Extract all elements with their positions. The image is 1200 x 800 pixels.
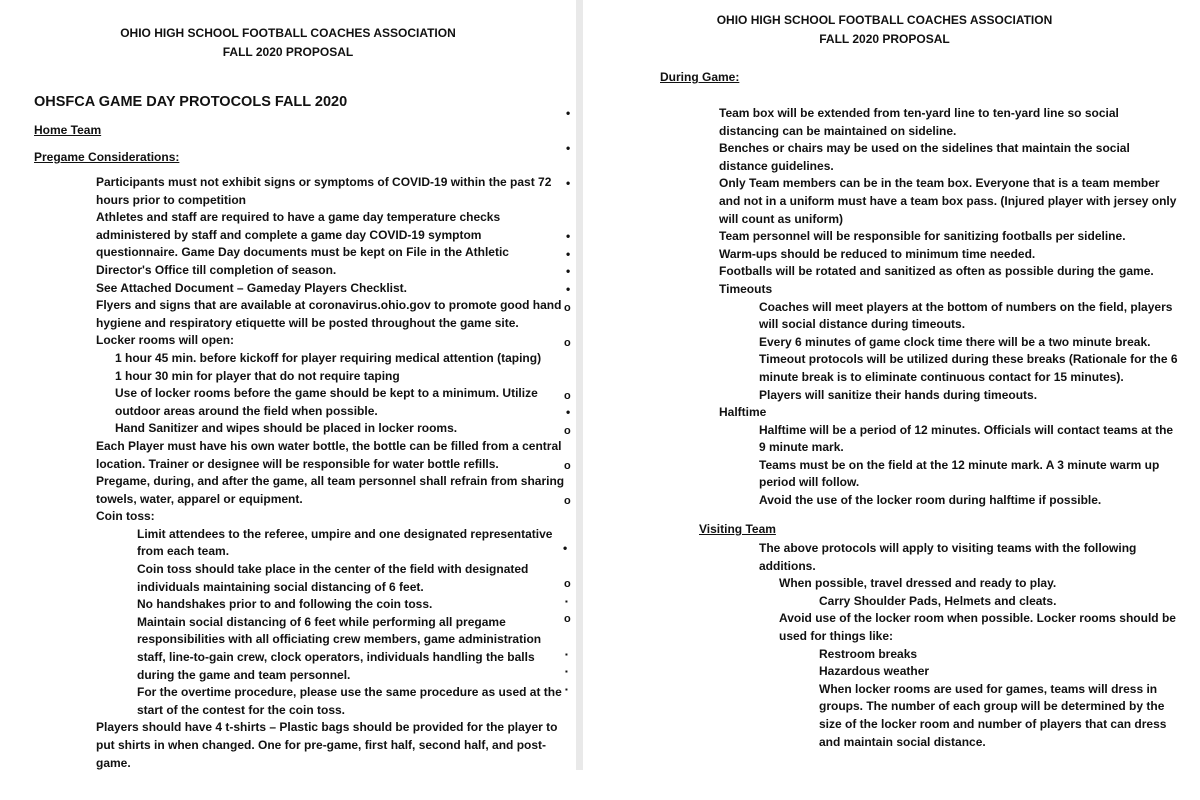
list-item: [0, 684, 562, 719]
list-item: [583, 140, 1179, 175]
bullet-icon: [563, 540, 567, 558]
list-item: [583, 593, 1179, 611]
list-item: [0, 280, 566, 298]
list-item: [583, 681, 1179, 751]
left-header-association: OHIO HIGH SCHOOL FOOTBALL COACHES ASSOCIATION: [120, 26, 456, 40]
square-bullet-icon: [565, 593, 568, 612]
bullet-icon: [566, 228, 570, 246]
visiting-team-list: [583, 540, 1200, 751]
list-item: [0, 174, 566, 209]
list-item: [0, 438, 566, 473]
list-item-text: When possible, travel dressed and ready to play.: [779, 576, 1057, 591]
list-item-text: Benches or chairs may be used on the sidelines that maintain the social distance guidelines.: [719, 141, 1130, 173]
page-divider: [576, 0, 583, 770]
list-item-text: Use of locker rooms before the game should be kept to a minimum. Utilize outdoor areas around the field when possible.: [115, 386, 538, 418]
list-item: [0, 385, 560, 420]
list-item-text: Timeouts: [719, 281, 773, 296]
list-item: [583, 263, 1179, 281]
list-item-text: Warm-ups should be reduced to minimum time needed.: [719, 246, 1036, 261]
list-item: [0, 596, 562, 614]
document-title: OHSFCA GAME DAY PROTOCOLS FALL 2020: [34, 94, 348, 110]
list-item-text: Team box will be extended from ten-yard line to ten-yard line so social distancing can be maintained on sideline.: [719, 106, 1119, 138]
list-item: [0, 209, 566, 279]
list-item: [0, 297, 566, 332]
circle-bullet-icon: [564, 575, 571, 594]
list-item-text: Each Player must have his own water bottle, the bottle can be filled from a central location. Trainer or designee will be responsible for water bottle refills.: [96, 438, 562, 471]
circle-bullet-icon: [564, 299, 571, 318]
list-item: [583, 492, 1179, 510]
list-item: [0, 420, 560, 438]
list-item: [0, 350, 560, 368]
during-game-heading: During Game:: [660, 70, 740, 84]
list-item: [583, 228, 1179, 246]
list-item-text: When locker rooms are used for games, teams will dress in groups. The number of each group will be determined by the size of the locker room and number of players that can dress and maintain social distance.: [819, 681, 1167, 749]
list-item-text: Avoid the use of the locker room during halftime if possible.: [759, 493, 1102, 508]
list-item-text: Players should have 4 t-shirts – Plastic bags should be provided for the player to put shirts in when changed. One for pre-game, first half, second half, and post-game.: [96, 720, 558, 770]
list-item: [583, 105, 1179, 140]
circle-bullet-icon: [564, 457, 571, 476]
list-item: [583, 404, 1179, 422]
bullet-icon: [566, 263, 570, 281]
list-item: [583, 387, 1179, 405]
visiting-team-heading: Visiting Team: [699, 522, 776, 536]
list-item: [0, 526, 562, 561]
list-item-text: Maintain social distancing of 6 feet while performing all pregame responsibilities with all officiating crew members, game administration staff, line-to-gain crew, clock operators, individuals handling the balls during the game and team personnel.: [137, 614, 542, 682]
list-item-text: Only Team members can be in the team box. Everyone that is a team member and not in a uniform must have a team box pass. (Injured player with jersey only will count as uniform): [719, 176, 1177, 226]
list-item: [0, 332, 566, 350]
list-item: [0, 508, 566, 526]
list-item-text: Halftime: [719, 405, 767, 420]
list-item-text: Coin toss should take place in the center of the field with designated individuals maintaining social distancing of 6 feet.: [137, 562, 529, 594]
list-item: [583, 663, 1179, 681]
circle-bullet-icon: [564, 610, 571, 629]
bullet-icon: [566, 175, 570, 193]
circle-bullet-icon: [564, 387, 571, 406]
left-document-page: [0, 0, 576, 800]
right-header-association: OHIO HIGH SCHOOL FOOTBALL COACHES ASSOCIATION: [716, 13, 1053, 27]
list-item: [0, 561, 562, 596]
list-item-text: 1 hour 45 min. before kickoff for player requiring medical attention (taping): [115, 350, 542, 365]
bullet-icon: [566, 246, 570, 264]
list-item-text: Athletes and staff are required to have a game day temperature checks administered by staff and complete a game day COVID-19 symptom questionnaire. Game Day documents must be kept on File in the Athletic Director's Office till completion of season.: [96, 210, 509, 277]
list-item-text: The above protocols will apply to visiting teams with the following additions.: [759, 541, 1137, 573]
right-document-page: [583, 0, 1200, 800]
list-item: [583, 175, 1179, 228]
list-item: [0, 368, 560, 386]
list-item-text: Restroom breaks: [819, 646, 918, 661]
list-item-text: Locker rooms will open:: [96, 333, 235, 348]
pregame-list: [0, 174, 576, 772]
list-item-text: Hazardous weather: [819, 664, 930, 679]
list-item: [583, 281, 1179, 299]
list-item-text: Hand Sanitizer and wipes should be placed in locker rooms.: [115, 421, 458, 436]
list-item-text: Every 6 minutes of game clock time there will be a two minute break. Timeout protocols will be utilized during these breaks (Rationale for the 6 minute break is to eliminate continuous contact for 15 minutes).: [759, 334, 1178, 384]
list-item: [583, 299, 1179, 334]
square-bullet-icon: [565, 646, 568, 665]
list-item-text: Footballs will be rotated and sanitized as often as possible during the game.: [719, 264, 1154, 279]
list-item-text: Coaches will meet players at the bottom of numbers on the field, players will social distance during timeouts.: [759, 299, 1173, 332]
list-item-text: Participants must not exhibit signs or symptoms of COVID-19 within the past 72 hours prior to competition: [96, 175, 552, 207]
list-item: [583, 246, 1179, 264]
list-item-text: Players will sanitize their hands during timeouts.: [759, 387, 1038, 402]
list-item-text: 1 hour 30 min for player that do not require taping: [115, 368, 400, 383]
list-item: [583, 646, 1179, 664]
list-item-text: Avoid use of the locker room when possible. Locker rooms should be used for things like:: [779, 611, 1176, 643]
circle-bullet-icon: [564, 334, 571, 353]
bullet-icon: [566, 105, 570, 123]
list-item-text: For the overtime procedure, please use the same procedure as used at the start of the contest for the coin toss.: [137, 685, 562, 717]
list-item-text: See Attached Document – Gameday Players Checklist.: [96, 280, 408, 295]
list-item: [583, 422, 1179, 457]
list-item: [583, 457, 1179, 492]
list-item-text: Pregame, during, and after the game, all team personnel shall refrain from sharing towels, water, apparel or equipment.: [96, 474, 565, 506]
list-item: [583, 540, 1179, 575]
list-item-text: Coin toss:: [96, 509, 155, 524]
list-item: [583, 610, 1179, 645]
list-item-text: No handshakes prior to and following the coin toss.: [137, 597, 433, 612]
list-item-text: Teams must be on the field at the 12 minute mark. A 3 minute warm up period will follow.: [759, 457, 1160, 490]
list-item: [583, 575, 1179, 593]
during-game-list: [583, 105, 1200, 510]
home-team-heading: Home Team: [34, 123, 102, 137]
square-bullet-icon: [565, 663, 568, 682]
list-item-text: Flyers and signs that are available at coronavirus.ohio.gov to promote good hand hygiene and respiratory etiquette will be posted throughout the game site.: [96, 298, 562, 330]
list-item-text: Carry Shoulder Pads, Helmets and cleats.: [819, 593, 1057, 608]
list-item: [0, 614, 562, 684]
bullet-icon: [566, 140, 570, 158]
square-bullet-icon: [565, 681, 568, 700]
list-item-text: Team personnel will be responsible for sanitizing footballs per sideline.: [719, 229, 1126, 244]
bullet-icon: [566, 281, 570, 299]
list-item: [0, 473, 566, 508]
list-item-text: Limit attendees to the referee, umpire and one designated representative from each team.: [137, 526, 553, 559]
pregame-heading: Pregame Considerations:: [34, 150, 180, 164]
circle-bullet-icon: [564, 492, 571, 511]
right-header-proposal: FALL 2020 PROPOSAL: [819, 32, 950, 46]
list-item: [583, 334, 1179, 387]
left-header-proposal: FALL 2020 PROPOSAL: [222, 45, 354, 59]
bullet-icon: [566, 404, 570, 422]
list-item-text: Halftime will be a period of 12 minutes. Officials will contact teams at the 9 minute mark.: [759, 422, 1174, 455]
circle-bullet-icon: [564, 422, 571, 441]
list-item: [0, 719, 566, 772]
